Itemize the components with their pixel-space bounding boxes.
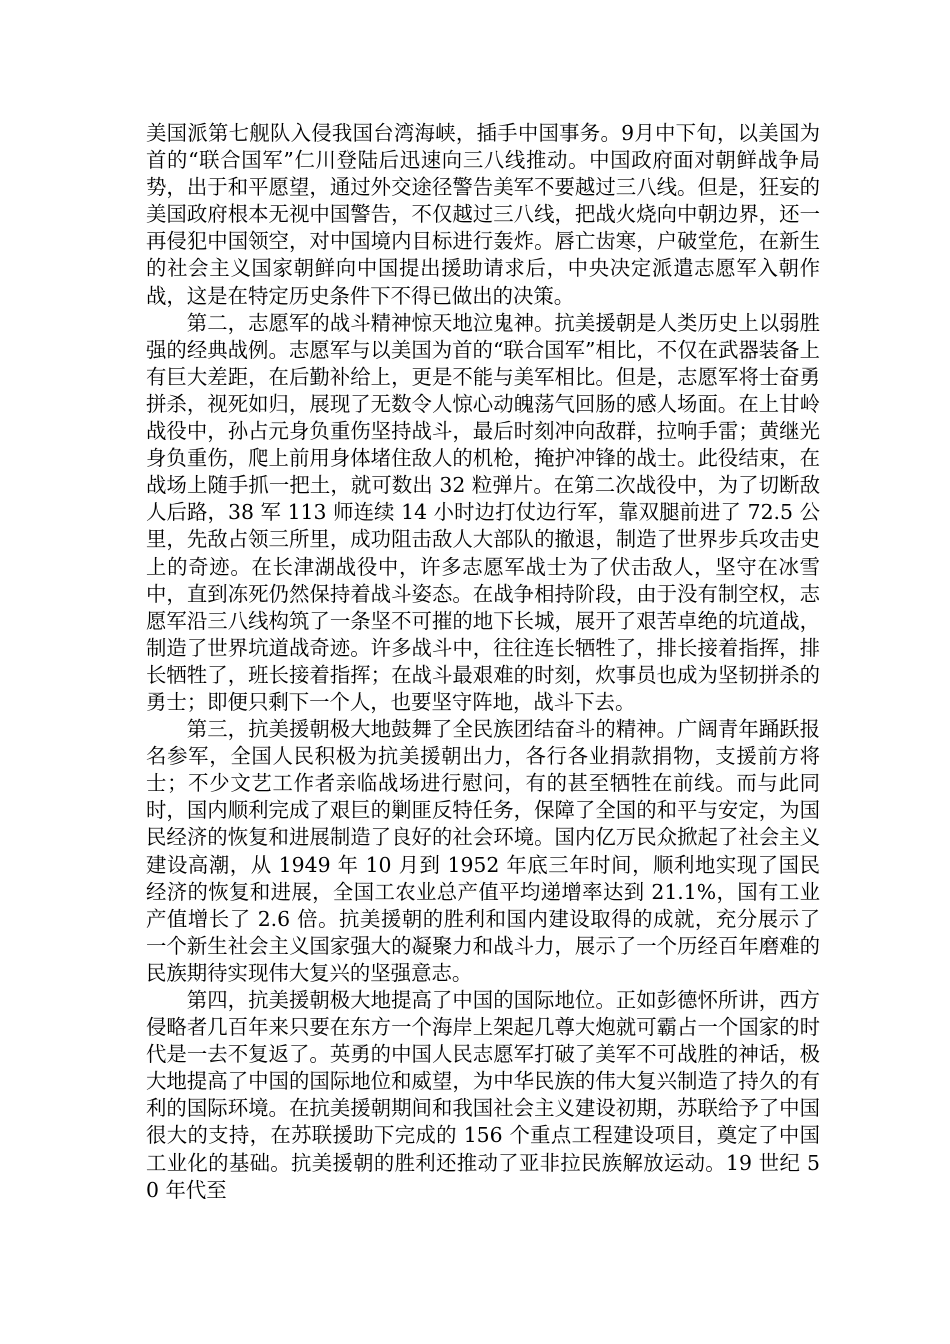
paragraph-1: 美国派第七舰队入侵我国台湾海峡，插手中国事务。9月中下旬，以美国为首的“联合国军”仁川登陆后迅速向三八线推动。中国政府面对朝鲜战争局势，出于和平愿望，通过外交途径警告美军不要越过三八线。但是，狂妄的美国政府根本无视中国警告，不仅越过三八线，把战火烧向中朝边界，还一再侵犯中国领空，对中国境内目标进行轰炸。唇亡齿寒，户破堂危，在新生的社会主义国家朝鲜向中国提出援助请求后，中央决定派遣志愿军入朝作战，这是在特定历史条件下不得已做出的决策。: [146, 121, 820, 308]
paragraph-4: 第四，抗美援朝极大地提高了中国的国际地位。正如彭德怀所讲，西方侵略者几百年来只要在东方一个海岸上架起几尊大炮就可霸占一个国家的时代是一去不复返了。英勇的中国人民志愿军打破了美军不可战胜的神话，极大地提高了中国的国际地位和威望，为中华民族的伟大复兴制造了持久的有利的国际环境。在抗美援朝期间和我国社会主义建设初期，苏联给予了中国很大的支持，在苏联援助下完成的 156 个重点工程建设项目，奠定了中国工业化的基础。抗美援朝的胜利还推动了亚非拉民族解放运动。19 世纪 50 年代至: [146, 988, 820, 1202]
paragraph-2: 第二，志愿军的战斗精神惊天地泣鬼神。抗美援朝是人类历史上以弱胜强的经典战例。志愿军与以美国为首的“联合国军”相比，不仅在武器装备上有巨大差距，在后勤补给上，更是不能与美军相比。但是，志愿军将士奋勇拼杀，视死如归，展现了无数令人惊心动魄荡气回肠的感人场面。在上甘岭战役中，孙占元身负重伤坚持战斗，最后时刻冲向敌群，拉响手雷；黄继光身负重伤，爬上前用身体堵住敌人的机枪，掩护冲锋的战士。此役结束，在战场上随手抓一把土，就可数出 32 粒弹片。在第二次战役中，为了切断敌人后路，38 军 113 师连续 14 小时边打仗边行军，靠双腿前进了 72.5 公里，先敌占领三所里，成功阻击敌人大部队的撤退，制造了世界步兵攻击史上的奇迹。在长津湖战役中，许多志愿军战士为了伏击敌人，坚守在冰雪中，直到冻死仍然保持着战斗姿态。在战争相持阶段，由于没有制空权，志愿军沿三八线构筑了一条坚不可摧的地下长城，展开了艰苦卓绝的坑道战，制造了世界坑道战奇迹。许多战斗中，往往连长牺牲了，排长接着指挥，排长牺牲了，班长接着指挥；在战斗最艰难的时刻，炊事员也成为坚韧拼杀的勇士；即便只剩下一个人，也要坚守阵地，战斗下去。: [146, 310, 820, 714]
document-body: [146, 120, 820, 1204]
paragraph-3: 第三，抗美援朝极大地鼓舞了全民族团结奋斗的精神。广阔青年踊跃报名参军，全国人民积极为抗美援朝出力，各行各业捐款捐物，支援前方将士；不少文艺工作者亲临战场进行慰问，有的甚至牺牲在前线。而与此同时，国内顺利完成了艰巨的剿匪反特任务，保障了全国的和平与安定，为国民经济的恢复和进展制造了良好的社会环境。国内亿万民众掀起了社会主义建设高潮，从 1949 年 10 月到 1952 年底三年时间，顺利地实现了国民经济的恢复和进展，全国工农业总产值平均递增率达到 21.1%，国有工业产值增长了 2.6 倍。抗美援朝的胜利和国内建设取得的成就，充分展示了一个新生社会主义国家强大的凝聚力和战斗力，展示了一个历经百年磨难的民族期待实现伟大复兴的坚强意志。: [146, 717, 820, 985]
